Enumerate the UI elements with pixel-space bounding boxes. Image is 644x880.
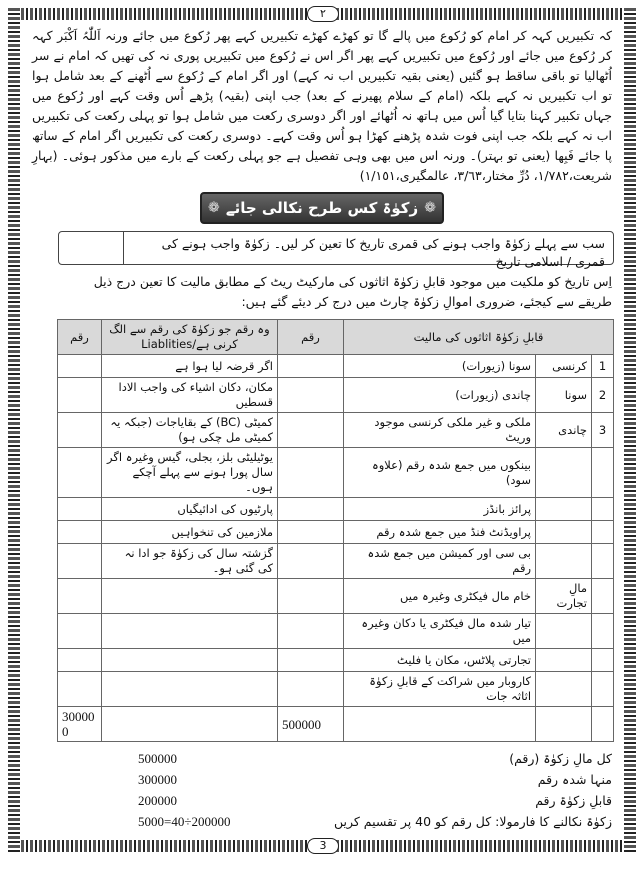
asset-amount[interactable] (278, 448, 344, 498)
table-row (58, 649, 614, 672)
asset-description: تیار شدہ مال فیکٹری یا دکان وغیرہ میں (344, 614, 536, 649)
ornamental-border-left (8, 8, 20, 852)
asset-amount[interactable] (278, 413, 344, 448)
asset-category (536, 521, 592, 544)
flourish-icon: ❁ (424, 200, 436, 216)
liability-description (102, 614, 278, 649)
asset-description: پراویڈنٹ فنڈ میں جمع شدہ رقم (344, 521, 536, 544)
asset-amount[interactable] (278, 672, 344, 707)
summary-row (58, 771, 612, 792)
asset-description: تجارتی پلاٹس، مکان یا فلیٹ (344, 649, 536, 672)
table-header-row (58, 320, 614, 355)
summary-row (58, 750, 612, 771)
header-liabilities: وہ رقم جو زکوٰۃ کی رقم سے الگ کرنی ہے/Liablities (102, 320, 278, 355)
flourish-icon: ❁ (208, 200, 220, 216)
liability-description (102, 579, 278, 614)
liability-description: کمیٹی (BC) کے بقایاجات (جبکہ یہ کمیٹی مل چکی ہو) (102, 413, 278, 448)
liability-description: یوٹیلیٹی بلز، بجلی، گیس وغیرہ اگر سال پورا ہونے سے پہلے آچکے ہوں۔ (102, 448, 278, 498)
table-total-row (58, 707, 614, 742)
summary-row (58, 813, 612, 834)
asset-amount[interactable] (278, 544, 344, 579)
row-number (592, 649, 614, 672)
liability-amount[interactable] (58, 672, 102, 707)
row-number: 1 (592, 355, 614, 378)
asset-description: چاندی (زیورات) (344, 378, 536, 413)
liability-description: ملازمین کی تنخواہیں (102, 521, 278, 544)
row-number: 3 (592, 413, 614, 448)
row-number (592, 672, 614, 707)
liability-total: 300000 (58, 707, 102, 742)
liability-amount[interactable] (58, 355, 102, 378)
asset-amount[interactable] (278, 614, 344, 649)
asset-category (536, 672, 592, 707)
asset-amount[interactable] (278, 649, 344, 672)
summary-row (58, 792, 612, 813)
summary-value: 500000 (138, 751, 177, 766)
liability-description (102, 649, 278, 672)
table-row (58, 521, 614, 544)
row-number (592, 498, 614, 521)
asset-description: بی سی اور کمیشن میں جمع شدہ رقم (344, 544, 536, 579)
asset-total: 500000 (278, 707, 344, 742)
intro-paragraph: کہ تکبیریں کہہ کر امام کو رُکوع میں پالے گا تو کھڑے کھڑے تکبیریں کہے پھر رُکوع میں جائے ورنہ اَللّٰہُ اَکْبَر کہہ کر رُکوع میں جائے اور رُکوع میں تکبیریں کہے پھر اگر اس نے رُکوع میں تکبیریں پوری نہ کی تھیں کہ امام نے سر اُٹھالیا تو باقی ساقط ہو گئیں (یعنی بقیہ تکبیریں اب نہ کہے) اور اگر امام کے رُکوع سے اُٹھنے کے بعد شامل ہوا تو اب تکبیریں نہ کہے بلکہ (امام کے سلام پھیرنے کے بعد) جب اپنی (بقیہ) پڑھے اُس وقت کہے اور رُکوع میں جہاں تکبیر کہنا بتایا گیا اُس میں ہاتھ نہ اُٹھائے اور اگر دوسری رکعت میں شامل ہوا تو پہلی رکعت کی تکبیریں اب نہ کہے بلکہ جب اپنی فوت شدہ پڑھنے کھڑا ہو اُس وقت کہے۔ دوسری رکعت کی تکبیریں اگر امام کے ساتھ پا جائے فَبِھا (یعنی تو بہتر)۔ ورنہ اس میں بھی وہی تفصیل ہے جو پہلی رکعت کے بارے میں مذکور ہوئی۔ (بہارِ شریعت،١/٧٨٢، دُرِّ مختار،٣/٦٣، عالمگیری،١/١٥١) (32, 28, 612, 183)
empty-cell (592, 707, 614, 742)
asset-description: بینکوں میں جمع شدہ رقم (علاوہ سود) (344, 448, 536, 498)
row-number (592, 579, 614, 614)
liability-description: گزشتہ سال کی زکوٰۃ جو ادا نہ کی گئی ہو۔ (102, 544, 278, 579)
asset-category (536, 649, 592, 672)
liability-description (102, 672, 278, 707)
instruction-paragraph: اِس تاریخ کو ملکیت میں موجود قابلِ زکوٰۃ اثاثوں کی مارکیٹ ریٹ کے مطابق مالیت کا تعین درج ذیل طریقے سے کیجئے، ضروری اموالِ زکوٰۃ چارٹ میں درج کر دیئے گئے ہیں: (93, 274, 612, 309)
asset-category (536, 544, 592, 579)
section-title: زکوٰۃ کس طرح نکالی جائے (225, 199, 419, 217)
liability-amount[interactable] (58, 498, 102, 521)
header-amount-liabilities: رقم (58, 320, 102, 355)
asset-amount[interactable] (278, 498, 344, 521)
table-row (58, 355, 614, 378)
liability-amount[interactable] (58, 544, 102, 579)
empty-cell (344, 707, 536, 742)
row-number (592, 448, 614, 498)
summary-block (58, 750, 612, 834)
summary-value: 300000 (138, 772, 177, 787)
asset-category (536, 614, 592, 649)
header-assets: قابلِ زکوٰۃ اثاثوں کی مالیت (344, 320, 614, 355)
table-row (58, 544, 614, 579)
asset-category: مالِ تجارت (536, 579, 592, 614)
asset-amount[interactable] (278, 521, 344, 544)
liability-amount[interactable] (58, 448, 102, 498)
summary-label: زکوٰۃ نکالنے کا فارمولا: کل رقم کو 40 پر تقسیم کریں (333, 814, 612, 829)
asset-amount[interactable] (278, 378, 344, 413)
page-content (28, 26, 616, 834)
row-number (592, 544, 614, 579)
asset-description: ملکی و غیر ملکی کرنسی موجود وریٹ (344, 413, 536, 448)
asset-description: کاروبار میں شراکت کے قابلِ زکوٰۃ اثاثہ جات (344, 672, 536, 707)
summary-label: کل مالِ زکوٰۃ (رقم) (509, 751, 612, 766)
asset-amount[interactable] (278, 579, 344, 614)
asset-description: سونا (زیورات) (344, 355, 536, 378)
liability-description: مکان، دکان اشیاء کی واجب الادا قسطیں (102, 378, 278, 413)
liability-amount[interactable] (58, 378, 102, 413)
page-number-bottom: 3 (307, 838, 339, 854)
asset-category: چاندی (536, 413, 592, 448)
table-row (58, 672, 614, 707)
zakat-date-box (58, 231, 614, 269)
asset-category (536, 498, 592, 521)
table-row (58, 378, 614, 413)
page-number-top: ٢ (307, 6, 339, 22)
row-number (592, 521, 614, 544)
zakat-calculation-table (57, 319, 614, 742)
liability-description: پارٹیوں کی ادائیگیاں (102, 498, 278, 521)
liability-amount[interactable] (58, 521, 102, 544)
summary-value: 5000=40÷200000 (138, 814, 231, 829)
summary-label: منہا شدہ رقم (537, 772, 612, 787)
liability-amount[interactable] (58, 614, 102, 649)
asset-description: پرائز بانڈز (344, 498, 536, 521)
asset-category: کرنسی (536, 355, 592, 378)
row-number (592, 614, 614, 649)
summary-value: 200000 (138, 793, 177, 808)
zakat-date-field[interactable] (59, 232, 124, 264)
asset-amount[interactable] (278, 355, 344, 378)
summary-label: قابلِ زکوٰۃ رقم (535, 793, 612, 808)
table-row (58, 579, 614, 614)
asset-category: سونا (536, 378, 592, 413)
ornamental-border-right (624, 8, 636, 852)
section-title-banner (200, 192, 444, 224)
empty-cell (536, 707, 592, 742)
zakat-date-label: سب سے پہلے زکوٰۃ واجب ہونے کی قمری تاریخ کا تعین کر لیں۔ زکوٰۃ واجب ہونے کی قمری / اسلامی تاریخ (161, 236, 605, 269)
liability-amount[interactable] (58, 579, 102, 614)
asset-description: خام مال فیکٹری وغیرہ میں (344, 579, 536, 614)
header-amount-assets: رقم (278, 320, 344, 355)
liability-description: اگر قرضہ لیا ہوا ہے (102, 355, 278, 378)
liability-amount[interactable] (58, 413, 102, 448)
table-row (58, 448, 614, 498)
asset-category (536, 448, 592, 498)
table-row (58, 498, 614, 521)
table-row (58, 413, 614, 448)
row-number: 2 (592, 378, 614, 413)
empty-cell (102, 707, 278, 742)
table-row (58, 614, 614, 649)
liability-amount[interactable] (58, 649, 102, 672)
